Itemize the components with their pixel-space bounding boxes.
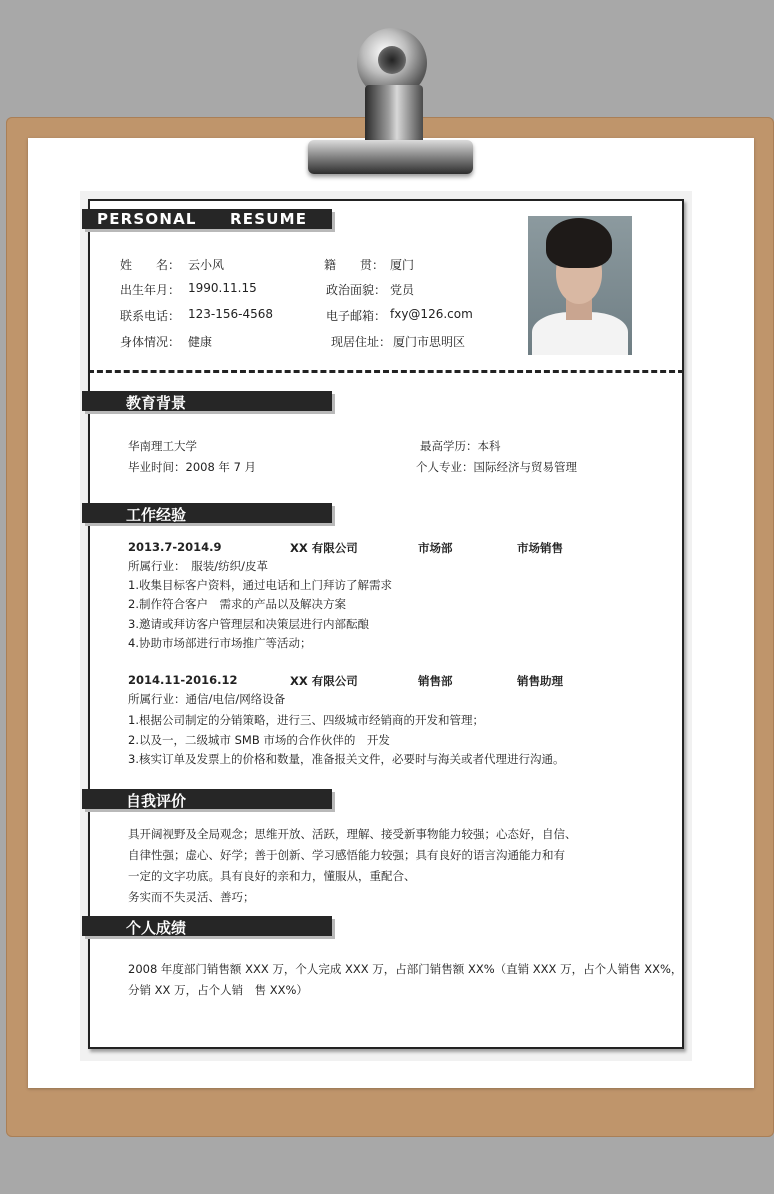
portrait-photo bbox=[528, 216, 632, 355]
job2-period: 2014.11-2016.12 bbox=[128, 673, 238, 687]
work-title: 工作经验 bbox=[126, 506, 187, 524]
name-label: 姓 名： bbox=[120, 258, 181, 272]
clip-base bbox=[308, 140, 473, 174]
address-label: 现居住址： bbox=[331, 335, 392, 349]
section-divider bbox=[88, 370, 684, 373]
birth-label: 出生年月： bbox=[120, 283, 181, 297]
job1-period: 2013.7-2014.9 bbox=[128, 540, 222, 554]
job2-duty: 1.根据公司制定的分销策略，进行三、四级城市经销商的开发和管理； bbox=[128, 713, 484, 727]
job1-duty: 2.制作符合客户 需求的产品以及解决方案 bbox=[128, 597, 346, 611]
edu-degree: 最高学历：本科 bbox=[420, 439, 501, 453]
health-label: 身体情况： bbox=[120, 335, 181, 349]
title-resume: RESUME bbox=[230, 210, 308, 228]
job1-industry: 所属行业： 服装/纺织/皮革 bbox=[128, 559, 268, 573]
job1-position: 市场销售 bbox=[517, 541, 563, 555]
edu-school: 华南理工大学 bbox=[128, 439, 197, 453]
photo-hair bbox=[546, 218, 612, 268]
self-eval-line: 自律性强；虚心、好学；善于创新、学习感悟能力较强；具有良好的语言沟通能力和有 bbox=[128, 848, 565, 862]
achievement-line: 分销 XX 万，占个人销 售 XX%） bbox=[128, 983, 308, 997]
self-eval-banner bbox=[82, 789, 332, 809]
self-eval-line: 一定的文字功底。具有良好的亲和力，懂服从，重配合、 bbox=[128, 869, 416, 883]
job2-duty: 3.核实订单及发票上的价格和数量，准备报关文件，必要时与海关或者代理进行沟通。 bbox=[128, 752, 565, 766]
email-label: 电子邮箱： bbox=[326, 309, 387, 323]
job2-position: 销售助理 bbox=[517, 674, 563, 688]
address-value: 厦门市思明区 bbox=[393, 335, 466, 349]
politics-value: 党员 bbox=[390, 283, 415, 297]
achievements-title: 个人成绩 bbox=[126, 919, 187, 937]
job1-duty: 3.邀请或拜访客户管理层和决策层进行内部酝酿 bbox=[128, 617, 369, 631]
resume-title-banner bbox=[82, 209, 332, 229]
edu-major: 个人专业：国际经济与贸易管理 bbox=[416, 460, 577, 474]
job1-duty: 1.收集目标客户资料，通过电话和上门拜访了解需求 bbox=[128, 578, 392, 592]
origin-value: 厦门 bbox=[390, 258, 415, 272]
phone-value: 123-156-4568 bbox=[188, 307, 274, 321]
edu-graduation: 毕业时间：2008 年 7 月 bbox=[128, 460, 257, 474]
self-eval-line: 具开阔视野及全局观念；思维开放、活跃，理解、接受新事物能力较强；心态好，自信、 bbox=[128, 827, 577, 841]
politics-label: 政治面貌： bbox=[326, 283, 387, 297]
work-banner bbox=[82, 503, 332, 523]
health-value: 健康 bbox=[188, 335, 213, 349]
education-title: 教育背景 bbox=[126, 394, 187, 412]
job2-dept: 销售部 bbox=[418, 674, 453, 688]
job1-company: XX 有限公司 bbox=[290, 541, 358, 555]
clip-arm bbox=[365, 85, 423, 145]
origin-label: 籍 贯： bbox=[324, 258, 385, 272]
education-banner bbox=[82, 391, 332, 411]
clip-ring bbox=[378, 46, 406, 74]
self-eval-title: 自我评价 bbox=[126, 792, 187, 810]
name-value: 云小风 bbox=[188, 258, 225, 272]
birth-value: 1990.11.15 bbox=[188, 281, 257, 295]
achievements-banner bbox=[82, 916, 332, 936]
job2-duty: 2.以及一，二级城市 SMB 市场的合作伙伴的 开发 bbox=[128, 733, 390, 747]
job1-dept: 市场部 bbox=[418, 541, 453, 555]
job2-company: XX 有限公司 bbox=[290, 674, 358, 688]
achievement-line: 2008 年度部门销售额 XXX 万，个人完成 XXX 万，占部门销售额 XX%（直销 XXX 万，占个人销售 XX%， bbox=[128, 962, 683, 976]
self-eval-line: 务实而不失灵活、善巧； bbox=[128, 890, 255, 904]
job2-industry: 所属行业：通信/电信/网络设备 bbox=[128, 692, 286, 706]
title-personal: PERSONAL bbox=[97, 210, 197, 228]
email-value: fxy@126.com bbox=[390, 307, 473, 321]
job1-duty: 4.协助市场部进行市场推广等活动； bbox=[128, 636, 312, 650]
phone-label: 联系电话： bbox=[120, 309, 181, 323]
